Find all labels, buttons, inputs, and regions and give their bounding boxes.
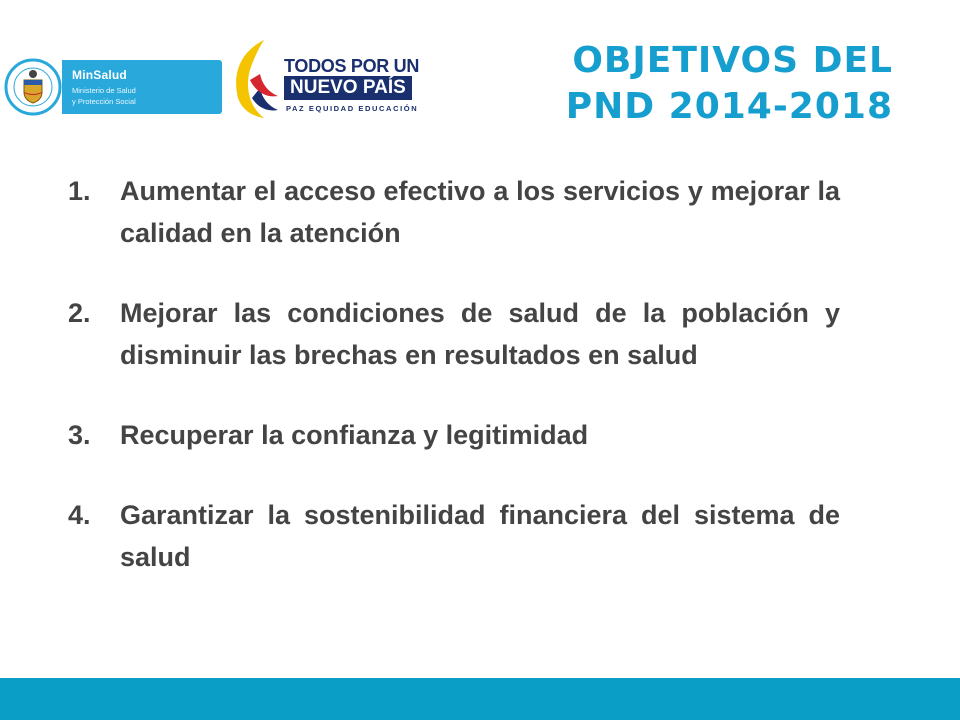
objective-text: Aumentar el acceso efectivo a los servicios y mejorar la calidad en la atención — [120, 176, 840, 248]
minsalud-brand: MinSalud — [72, 68, 127, 82]
objective-item — [68, 494, 840, 578]
objective-text: Mejorar las condiciones de salud de la población y disminuir las brechas en resultados en salud — [120, 298, 840, 370]
tpnp-line-2: NUEVO PAÍS — [284, 76, 412, 100]
colombia-seal-icon — [4, 58, 62, 116]
objectives-list — [68, 170, 840, 616]
objective-number: 1. — [68, 176, 91, 206]
tpnp-line-1: TODOS POR UN — [284, 56, 420, 76]
objective-item — [68, 292, 840, 376]
slide-title — [473, 38, 893, 130]
minsalud-logo — [4, 58, 218, 116]
todos-por-un-nuevo-pais-logo — [226, 36, 420, 120]
objective-number: 3. — [68, 420, 91, 450]
tricolor-swoosh-icon — [226, 36, 282, 120]
slide-title-line-1: OBJETIVOS DEL — [572, 40, 893, 81]
minsalud-subtitle-1: Ministerio de Salud — [72, 86, 136, 95]
footer-bar — [0, 678, 960, 720]
objective-text: Recuperar la confianza y legitimidad — [120, 420, 589, 450]
minsalud-panel — [62, 60, 222, 114]
objective-number: 4. — [68, 500, 91, 530]
objective-number: 2. — [68, 298, 91, 328]
objective-item — [68, 414, 840, 456]
objective-item — [68, 170, 840, 254]
slide-title-line-2: PND 2014-2018 — [565, 86, 893, 127]
tpnp-tagline: PAZ EQUIDAD EDUCACIÓN — [286, 104, 419, 113]
objective-text: Garantizar la sostenibilidad financiera del sistema de salud — [120, 500, 840, 572]
minsalud-subtitle-2: y Protección Social — [72, 97, 136, 106]
